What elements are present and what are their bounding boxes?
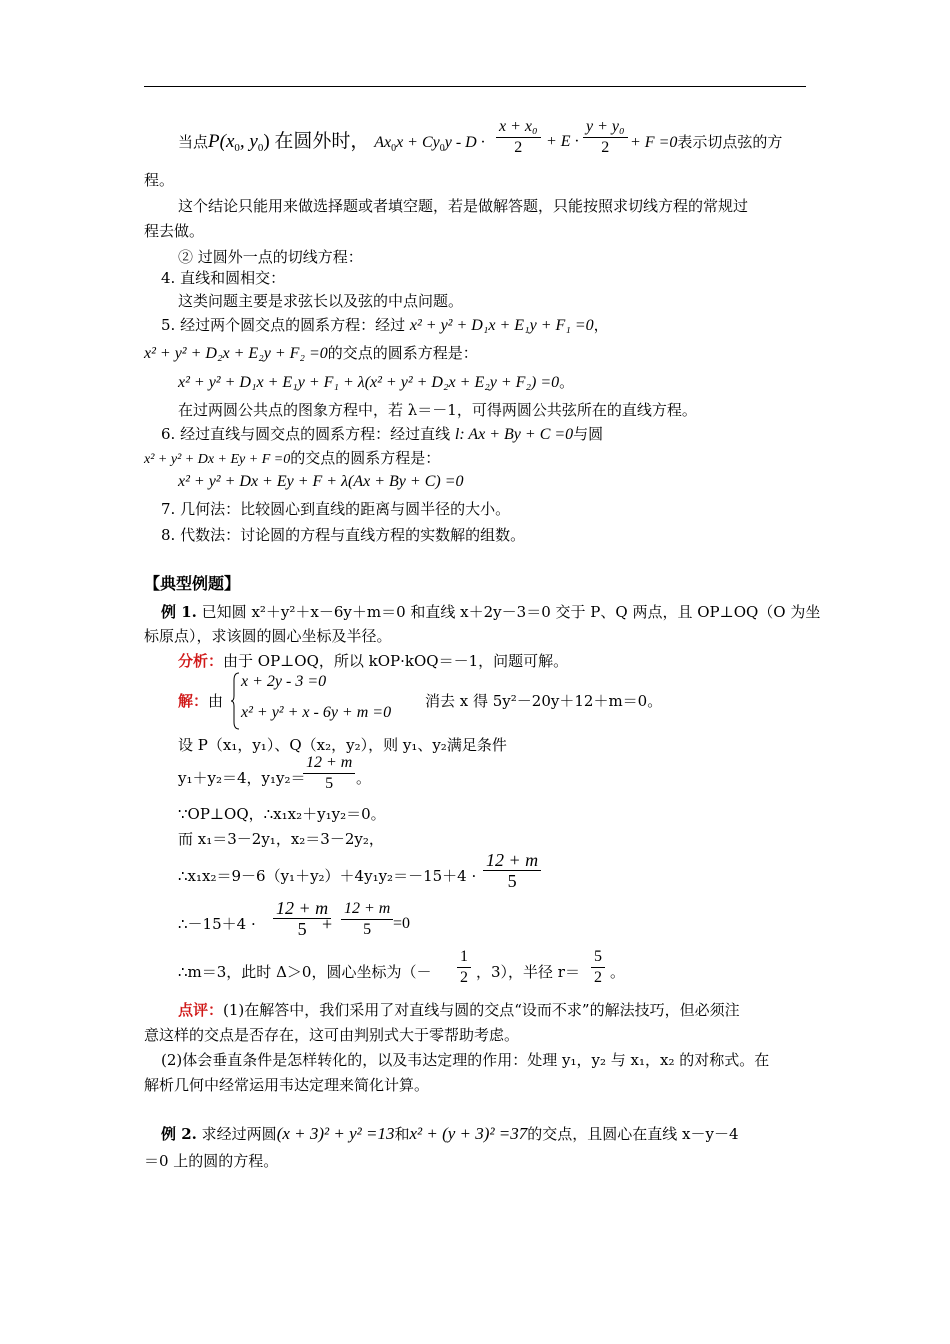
math: x² + (y + 3)² =37: [409, 1124, 528, 1143]
math: 0: [439, 143, 445, 154]
text-line: 意这样的交点是否存在，这可由判别式大于零帮助考虑。: [144, 1026, 520, 1044]
fraction-numerator: 5: [591, 948, 605, 968]
review-label: 点评：: [178, 1001, 224, 1019]
math: l: Ax + By + C =0: [454, 426, 574, 443]
text: 的交点的圆系方程是：: [327, 344, 478, 362]
fraction: [454, 948, 474, 987]
review: [178, 1000, 740, 1020]
fraction-numerator: 12 + m: [483, 851, 541, 871]
math: , y: [239, 131, 258, 152]
math: x + Cy: [396, 134, 440, 151]
fraction-numerator: 1: [457, 948, 471, 968]
fraction-numerator: 12 + m: [303, 754, 355, 774]
text: ，3），半径 r＝: [476, 963, 580, 981]
math: x² + y² + D₂x + E₂y + F₂ =0: [144, 345, 328, 362]
solution-start: [178, 691, 223, 711]
text: (1)在解答中，我们采用了对直线与圆的交点“设而不求”的解法技巧，但必须注: [223, 1001, 740, 1019]
analysis-label: 分析：: [178, 652, 224, 670]
fraction: [480, 851, 544, 890]
math: P(x: [208, 131, 235, 152]
section-title: 【典型例题】: [144, 574, 241, 593]
text: ) 在圆外时，: [263, 131, 370, 152]
fraction: [338, 900, 396, 939]
fraction-denominator: 5: [363, 921, 372, 938]
fraction-numerator: y + y₀: [583, 118, 628, 138]
header-rule: [144, 86, 806, 87]
tangent-chord-line-end: [630, 132, 782, 153]
math: Ax: [374, 134, 392, 151]
math: x² + y² + D₁x + E₁y + F₁ + λ(x² + y² + D₂x + E₂y + F₂) =0: [178, 374, 560, 391]
text-line: ∵OP⊥OQ，∴x₁x₂＋y₁y₂＝0。: [178, 805, 386, 823]
line-circle-system: [161, 424, 603, 445]
system-equation-2: x² + y² + x - 6y + m =0: [241, 704, 392, 721]
math: x² + y² + D₁x + E₁y + F₁ =0: [409, 317, 594, 334]
text: 由: [208, 692, 224, 710]
text: ，: [593, 316, 609, 334]
text-line: 这类问题主要是求弦长以及弦的中点问题。: [178, 292, 464, 310]
text: ∴－15＋4 ·: [178, 915, 256, 933]
text-line: ＝0 上的圆的方程。: [144, 1152, 279, 1170]
text: 。: [610, 963, 626, 981]
text-line: 8. 代数法：讨论圆的方程与直线方程的实数解的组数。: [161, 526, 526, 544]
analysis: [178, 651, 568, 671]
fraction-denominator: 2: [601, 139, 610, 156]
math: +: [322, 914, 333, 934]
text: 5. 经过两个圆交点的圆系方程：经过: [161, 316, 406, 334]
tangent-chord-line: [178, 132, 485, 159]
text: 。: [559, 373, 575, 391]
text-line: 设 P（x₁，y₁）、Q（x₂，y₂），则 y₁、y₂满足条件: [178, 736, 507, 754]
text: ∴m＝3，此时 Δ＞0，圆心坐标为（－: [178, 963, 432, 981]
fraction-denominator: 5: [507, 871, 517, 891]
text-line: (2)体会垂直条件是怎样转化的，以及韦达定理的作用：处理 y₁，y₂ 与 x₁，x₂ 的对称式。在: [161, 1051, 770, 1069]
fraction-denominator: 2: [514, 139, 523, 156]
math: y - D ·: [444, 134, 485, 151]
text: 的交点，且圆心在直线 x－y－4: [527, 1125, 739, 1143]
fraction: [300, 754, 358, 793]
fraction: [580, 118, 631, 157]
math: (x + 3)² + y² =13: [276, 1124, 395, 1143]
text-line: 而 x₁＝3－2y₁，x₂＝3－2y₂，: [178, 830, 384, 848]
example-label: 例 2.: [161, 1125, 197, 1143]
fraction: [493, 118, 544, 157]
fraction-denominator: 2: [594, 969, 602, 986]
fraction-numerator: x + x₀: [496, 118, 541, 138]
solution-label: 解：: [178, 692, 209, 710]
text: 的交点的圆系方程是：: [290, 449, 441, 467]
math: + F =0: [630, 134, 678, 151]
text: 当点: [178, 133, 209, 151]
text-line: 标原点），求该圆的圆心坐标及半径。: [144, 627, 392, 645]
fraction-numerator: 12 + m: [273, 899, 331, 919]
fraction: [588, 948, 608, 987]
text: 表示切点弦的方: [677, 133, 783, 151]
circle-system-line: [161, 315, 609, 336]
text: 与圆: [573, 425, 604, 443]
circle-system-line: [144, 343, 478, 364]
example-2-statement: [161, 1124, 739, 1144]
example-label: 例 1.: [161, 603, 197, 621]
line-circle-system: [144, 448, 440, 470]
text-line: 程。: [144, 171, 175, 189]
text: y₁＋y₂＝4，y₁y₂＝: [178, 769, 306, 787]
brace-icon: [230, 672, 240, 730]
text: 。: [356, 769, 372, 787]
text-line: 7. 几何法：比较圆心到直线的距离与圆半径的大小。: [161, 500, 511, 518]
text: ∴x₁x₂＝9－6（y₁＋y₂）＋4y₁y₂＝－15＋4 ·: [178, 867, 477, 885]
text-line: 4. 直线和圆相交：: [161, 269, 286, 287]
text-line: 在过两圆公共点的图象方程中，若 λ＝－1，可得两圆公共弦所在的直线方程。: [178, 401, 697, 419]
text: 求经过两圆: [201, 1125, 277, 1143]
circle-system-equation: [178, 372, 574, 393]
fraction-denominator: 5: [297, 919, 307, 939]
text-line: 程去做。: [144, 222, 205, 240]
math: =0: [393, 915, 411, 932]
math: 0: [234, 142, 240, 154]
text: 已知圆 x²＋y²＋x－6y＋m＝0 和直线 x＋2y－3＝0 交于 P、Q 两点，且 OP⊥OQ（O 为坐: [201, 603, 821, 621]
text-line: 这个结论只能用来做选择题或者填空题，若是做解答题，只能按照求切线方程的常规过: [178, 197, 749, 215]
text-line: ② 过圆外一点的切线方程：: [178, 248, 363, 266]
math: 0: [391, 143, 397, 154]
line-circle-equation: x² + y² + Dx + Ey + F + λ(Ax + By + C) =0: [178, 473, 464, 490]
text: 和: [394, 1125, 410, 1143]
math: 0: [257, 142, 264, 154]
fraction-numerator: 12 + m: [341, 900, 393, 920]
math: + E ·: [546, 133, 579, 150]
text: 6. 经过直线与圆交点的圆系方程：经过直线: [161, 425, 451, 443]
system-equation-1: x + 2y - 3 =0: [241, 673, 327, 690]
text: 由于 OP⊥OQ，所以 kOP·kOQ＝－1，问题可解。: [223, 652, 569, 670]
text-line: 消去 x 得 5y²－20y＋12＋m＝0。: [425, 692, 663, 710]
text-line: 解析几何中经常运用韦达定理来简化计算。: [144, 1076, 430, 1094]
fraction-denominator: 2: [460, 969, 468, 986]
math: x² + y² + Dx + Ey + F =0: [144, 452, 291, 467]
fraction-denominator: 5: [325, 775, 334, 792]
example-1-statement: [161, 602, 820, 622]
